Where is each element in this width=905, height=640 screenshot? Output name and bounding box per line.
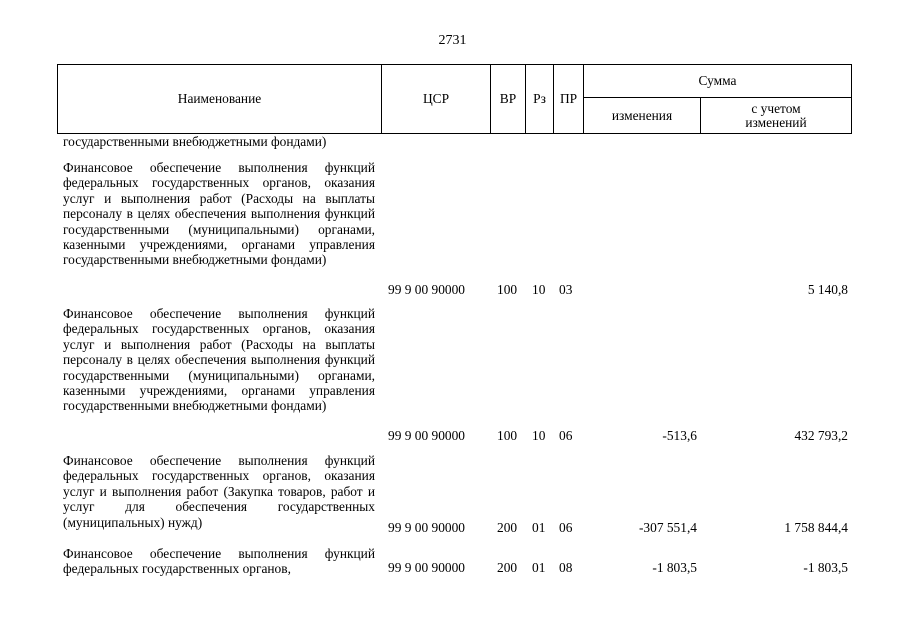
row-rz: 10 — [532, 282, 546, 297]
row-csr: 99 9 00 90000 — [388, 520, 465, 535]
row-change: -1 803,5 — [652, 560, 697, 575]
row-rz: 01 — [532, 560, 546, 575]
row-total: 5 140,8 — [807, 282, 848, 297]
row-total: 1 758 844,4 — [784, 520, 848, 535]
header-change: изменения — [611, 107, 673, 123]
page-number: 2731 — [438, 33, 467, 48]
row-total: -1 803,5 — [803, 560, 848, 575]
row-vr: 200 — [497, 520, 518, 535]
row-csr: 99 9 00 90000 — [388, 560, 465, 575]
header-rz: Рз — [533, 91, 546, 106]
row-name: Финансовое обеспечение выполнения функций федеральных государственных органов, — [63, 546, 375, 577]
row-name: Финансовое обеспечение выполнения функций федеральных государственных органов, оказания услуг и выполнения работ (Закупка товаров, работ и услуг для обеспечения государственных (муниципальных) нужд) — [63, 453, 375, 530]
header-vr: ВР — [499, 91, 517, 106]
row-rz: 10 — [532, 428, 546, 443]
row-vr: 100 — [497, 282, 518, 297]
header-with-change — [701, 98, 851, 133]
table-header — [57, 64, 852, 134]
row-total: 432 793,2 — [794, 428, 848, 443]
row-pr: 08 — [559, 560, 573, 575]
row-vr: 200 — [497, 560, 518, 575]
header-sum: Сумма — [698, 72, 737, 88]
header-csr: ЦСР — [422, 91, 450, 106]
row-change: -307 551,4 — [638, 520, 697, 535]
row-vr: 100 — [497, 428, 518, 443]
row-change: -513,6 — [662, 428, 697, 443]
header-with-change-line1: с учетом — [751, 100, 801, 116]
row-name: Финансовое обеспечение выполнения функций федеральных государственных органов, оказания услуг и выполнения работ (Расходы на выплаты персоналу в целях обеспечения выполнения функций государственными (муниципальными) органами, казенными учреждениями, органами управления государственными внебюджетными фондами) — [63, 306, 375, 414]
header-pr: ПР — [559, 91, 578, 106]
continued-text: государственными внебюджетными фондами) — [63, 134, 327, 149]
row-name: Финансовое обеспечение выполнения функций федеральных государственных органов, оказания услуг и выполнения работ (Расходы на выплаты персоналу в целях обеспечения выполнения функций государственными (муниципальными) органами, казенными учреждениями, органами управления государственными внебюджетными фондами) — [63, 160, 375, 268]
row-rz: 01 — [532, 520, 546, 535]
row-csr: 99 9 00 90000 — [388, 428, 465, 443]
header-name: Наименование — [177, 91, 262, 106]
row-csr: 99 9 00 90000 — [388, 282, 465, 297]
row-pr: 03 — [559, 282, 573, 297]
row-pr: 06 — [559, 520, 573, 535]
header-with-change-line2: изменений — [745, 114, 807, 130]
row-pr: 06 — [559, 428, 573, 443]
